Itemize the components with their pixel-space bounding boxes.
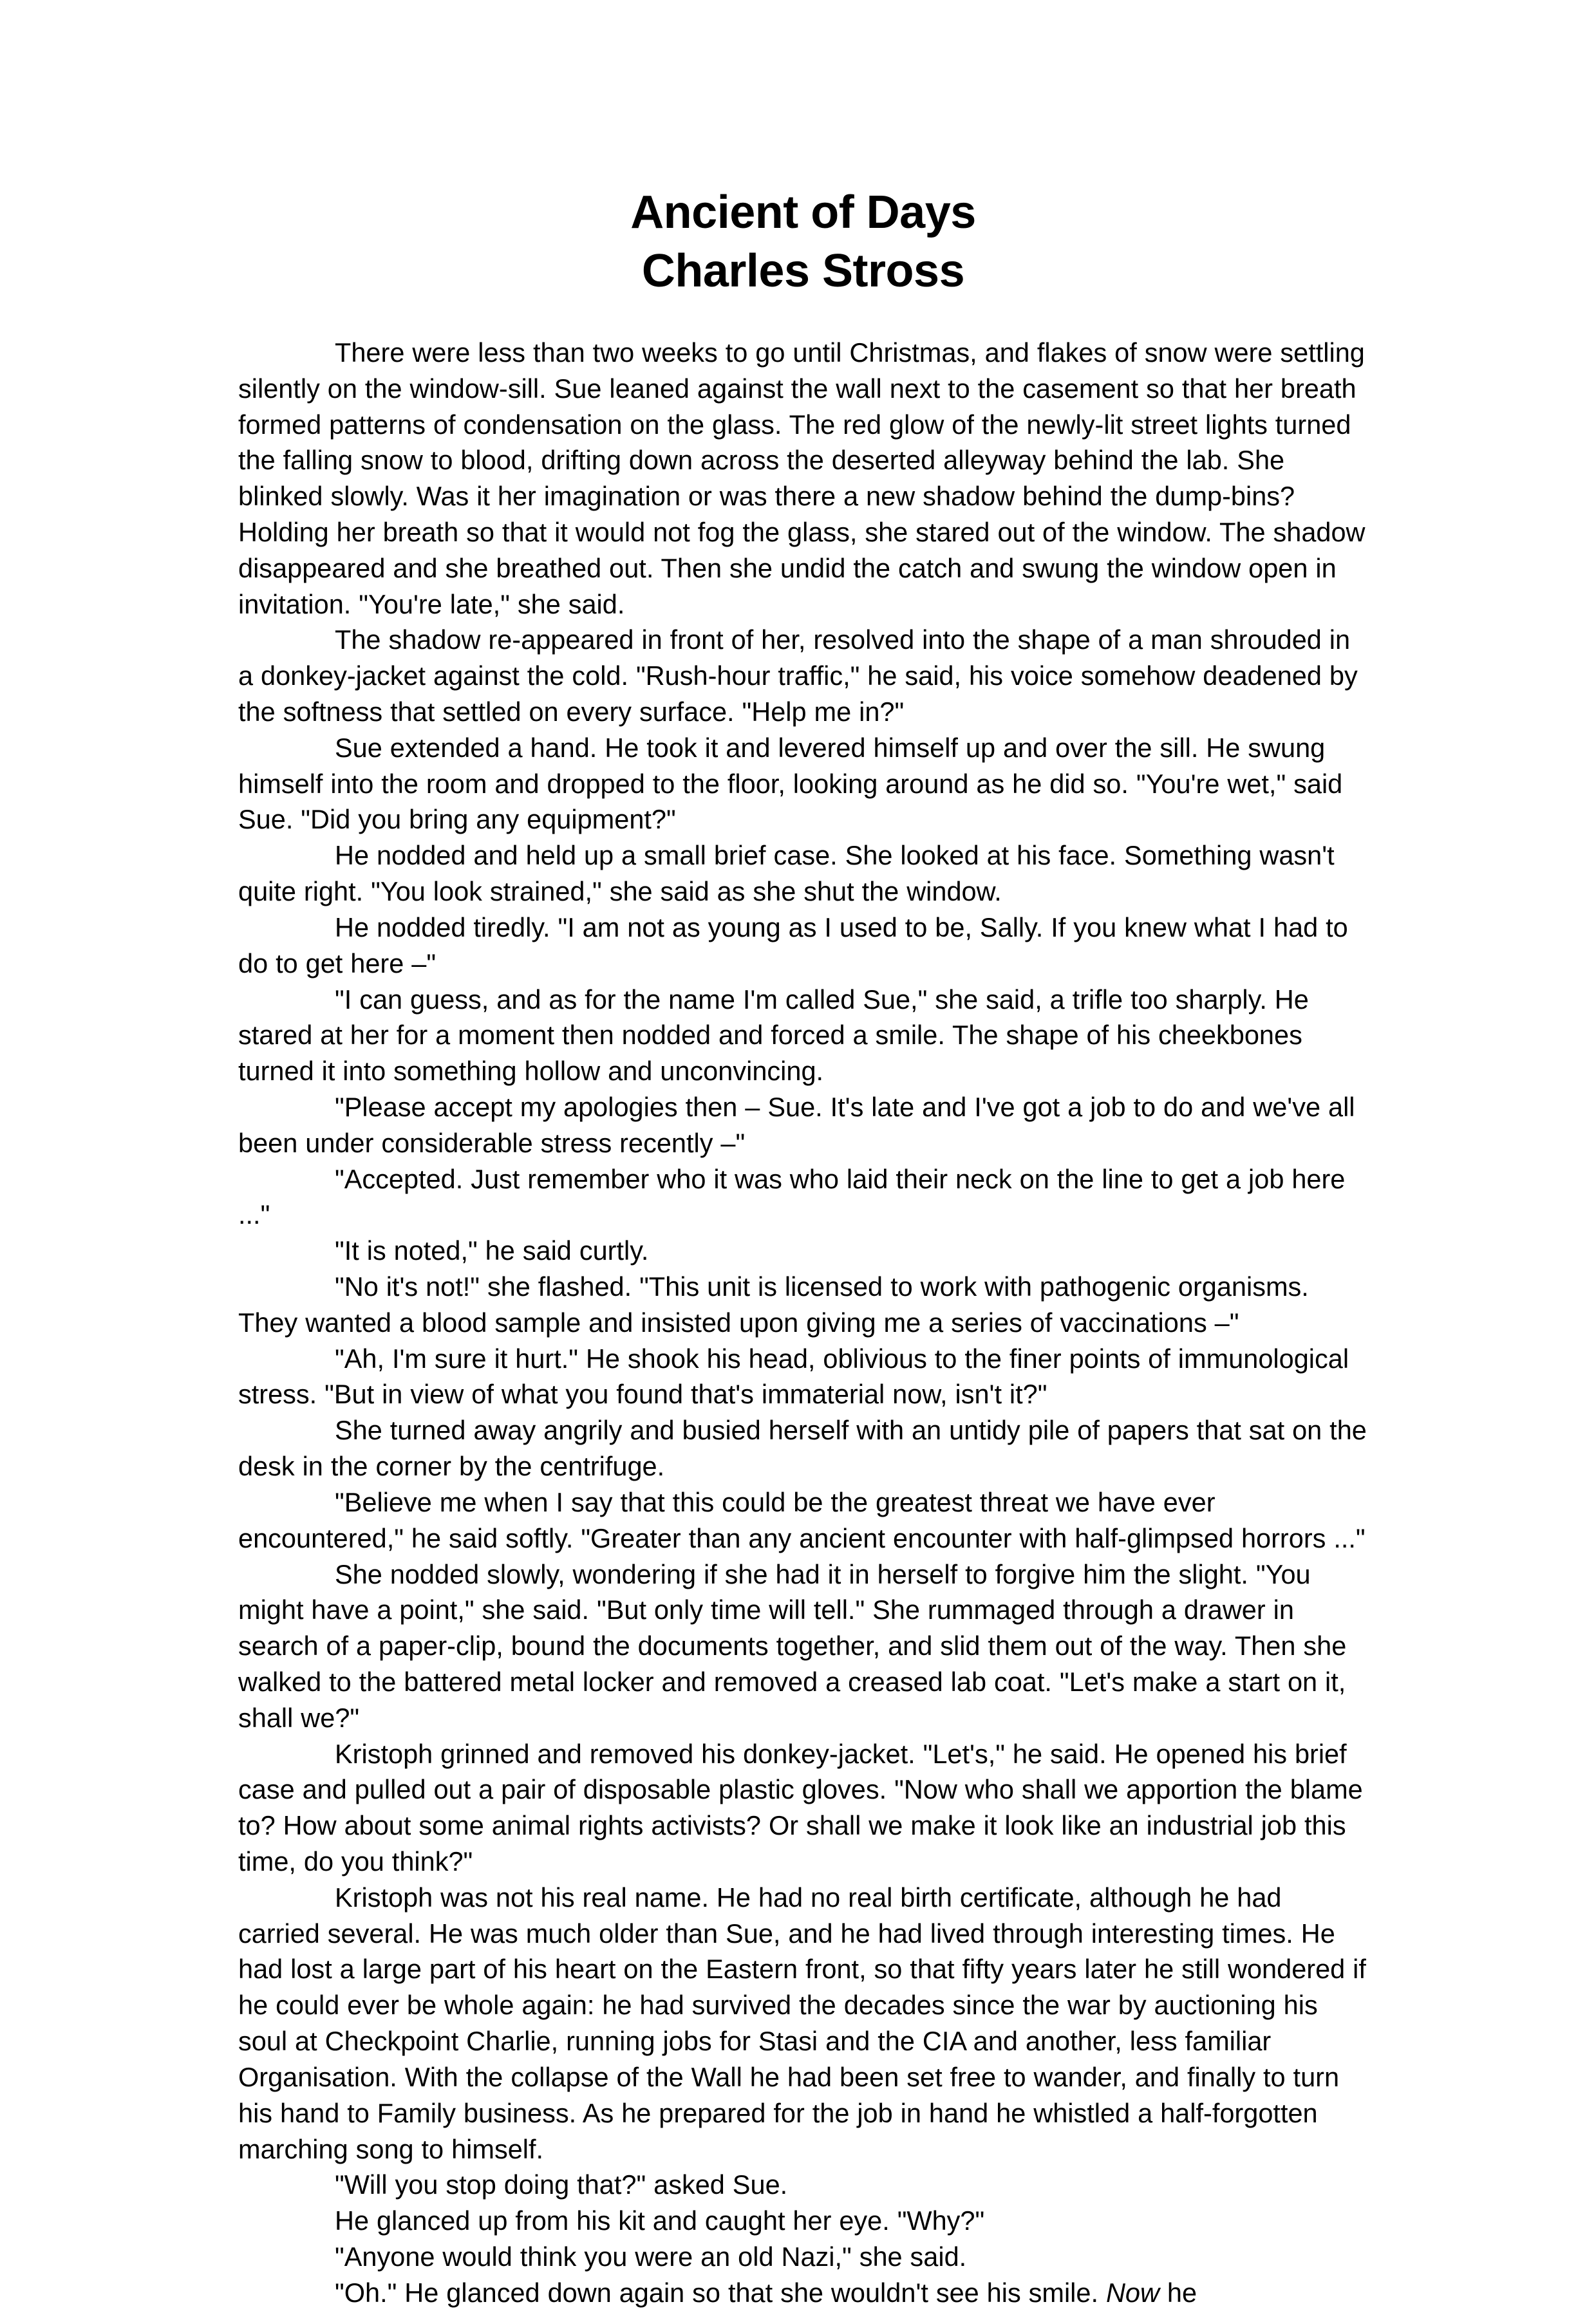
- paragraph: He glanced up from his kit and caught her eye. "Why?": [335, 2205, 985, 2236]
- paragraph: "Will you stop doing that?" asked Sue.: [335, 2169, 788, 2200]
- document-content: [238, 183, 1368, 2311]
- paragraph: "I can guess, and as for the name I'm called Sue," she said, a trifle too sharply. He stared at her for a moment then nodded and forced a smile. The shape of his cheekbones turned it into something hollow and unconvincing.: [238, 984, 1309, 1087]
- story-body: [238, 335, 1368, 2311]
- paragraph: "Please accept my apologies then – Sue. It's late and I've got a job to do and we've all been under considerable stress recently –": [238, 1091, 1355, 1158]
- title-line-story: Ancient of Days: [630, 187, 976, 238]
- paragraph-final: [238, 2275, 1368, 2311]
- paragraph: There were less than two weeks to go until Christmas, and flakes of snow were settling silently on the window-sill. Sue leaned against the wall next to the casement so that her breath formed patterns of condensation on the glass. The red glow of the newly-lit street lights turned the falling snow to blood, drifting down across the deserted alleyway behind the lab. She blinked slowly. Was it her imagination or was there a new shadow behind the dump-bins? Holding her breath so that it would not fog the glass, she stared out of the window. The shadow disappeared and she breathed out. Then she undid the catch and swung the window open in invitation. "You're late," she said.: [238, 337, 1366, 619]
- paragraph: "Believe me when I say that this could be the greatest threat we have ever encountered," he said softly. "Greater than any ancient encounter with half-glimpsed horrors ...": [238, 1486, 1366, 1553]
- title-line-author: Charles Stross: [641, 245, 965, 297]
- paragraph: Kristoph was not his real name. He had no real birth certificate, although he had carried several. He was much older than Sue, and he had lived through interesting times. He had lost a large part of his heart on the Eastern front, so that fifty years later he still wondered if he could ever be whole again: he had survived the decades since the war by auctioning his soul at Checkpoint Charlie, running jobs for Stasi and the CIA and another, less familiar Organisation. With the collapse of the Wall he had been set free to wander, and finally to turn his hand to Family business. As he prepared for the job in hand he whistled a half-forgotten marching song to himself.: [238, 1882, 1366, 2164]
- paragraph: She turned away angrily and busied herself with an untidy pile of papers that sat on the desk in the corner by the centrifuge.: [238, 1415, 1367, 1482]
- paragraph: "It is noted," he said curtly.: [335, 1235, 649, 1266]
- paragraph: "No it's not!" she flashed. "This unit is licensed to work with pathogenic organisms. They wanted a blood sample and insisted upon giving me a series of vaccinations –": [238, 1271, 1309, 1338]
- final-text-italic: Now: [1105, 2277, 1159, 2308]
- paragraph: He nodded tiredly. "I am not as young as I used to be, Sally. If you knew what I had to do to get here –": [238, 912, 1348, 978]
- paragraph: "Accepted. Just remember who it was who laid their neck on the line to get a job here ...": [238, 1163, 1346, 1230]
- paragraph: She nodded slowly, wondering if she had it in herself to forgive him the slight. "You might have a point," she said. "But only time will tell." She rummaged through a drawer in search of a paper-clip, bound the documents together, and slid them out of the way. Then she walked to the battered metal locker and removed a creased lab coat. "Let's make a start on it, shall we?": [238, 1558, 1347, 1733]
- paragraph: Kristoph grinned and removed his donkey-jacket. "Let's," he said. He opened his brief case and pulled out a pair of disposable plastic gloves. "Now who shall we apportion the blame to? How about some animal rights activists? Or shall we make it look like an industrial job this time, do you think?": [238, 1738, 1363, 1876]
- final-text-after: he: [1159, 2277, 1197, 2308]
- paragraph: The shadow re-appeared in front of her, resolved into the shape of a man shrouded in a donkey-jacket against the cold. "Rush-hour traffic," he said, his voice somehow deadened by the softness that settled on every surface. "Help me in?": [238, 624, 1358, 727]
- final-text-before: "Oh." He glanced down again so that she wouldn't see his smile.: [335, 2277, 1106, 2308]
- paragraph: Sue extended a hand. He took it and levered himself up and over the sill. He swung himself into the room and dropped to the floor, looking around as he did so. "You're wet," said Sue. "Did you bring any equipment?": [238, 732, 1343, 835]
- document-title: [238, 183, 1368, 301]
- paragraph: He nodded and held up a small brief case. She looked at his face. Something wasn't quite right. "You look strained," she said as she shut the window.: [238, 840, 1335, 907]
- paragraph: "Anyone would think you were an old Nazi," she said.: [335, 2241, 967, 2272]
- paragraph: "Ah, I'm sure it hurt." He shook his head, oblivious to the finer points of immunological stress. "But in view of what you found that's immaterial now, isn't it?": [238, 1343, 1349, 1410]
